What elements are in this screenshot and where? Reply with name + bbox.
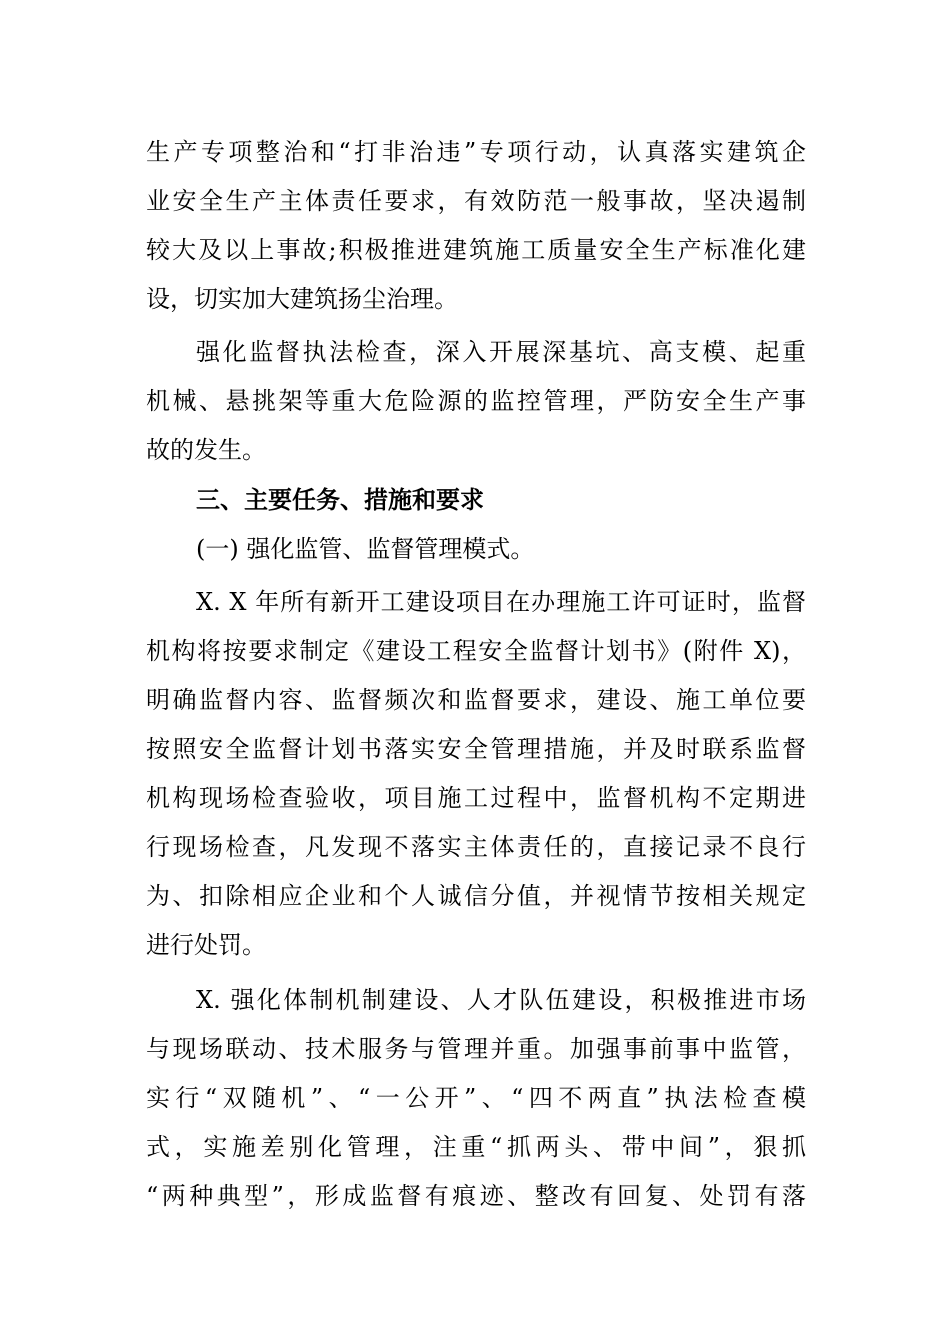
- text-line: X. 强化体制机制建设、人才队伍建设，积极推进市场: [196, 986, 806, 1014]
- heading-text: 三、主要任务、措施和要求: [196, 486, 484, 514]
- text-line: 进行处罚。: [146, 931, 266, 959]
- text-line: 明确监督内容、监督频次和监督要求，建设、施工单位要: [146, 686, 806, 714]
- text-line: 与现场联动、技术服务与管理并重。加强事前事中监管，: [146, 1035, 806, 1063]
- text-line: 为、扣除相应企业和个人诚信分值，并视情节按相关规定: [146, 882, 806, 910]
- text-line: 机构现场检查验收，项目施工过程中，监督机构不定期进: [146, 784, 806, 812]
- text-line: 机械、悬挑架等重大危险源的监控管理，严防安全生产事: [146, 387, 806, 415]
- text-line: 机构将按要求制定《建设工程安全监督计划书》(附件 X)，: [146, 637, 806, 665]
- text-line: 式，实施差别化管理，注重“抓两头、带中间”，狠抓: [146, 1133, 806, 1161]
- text-line: 实行“双随机”、“一公开”、“四不两直”执法检查模: [146, 1084, 806, 1112]
- text-line: 设，切实加大建筑扬尘治理。: [146, 285, 458, 313]
- text-line: 按照安全监督计划书落实安全管理措施，并及时联系监督: [146, 735, 806, 763]
- text-line: 故的发生。: [146, 436, 266, 464]
- paragraph-supervision-plan: [146, 578, 806, 970]
- paragraph-safety-campaign: [146, 128, 806, 324]
- text-line: 强化监督执法检查，深入开展深基坑、高支模、起重: [196, 338, 806, 366]
- subheading-text: (一) 强化监管、监督管理模式。: [196, 535, 535, 563]
- text-line: X. X 年所有新开工建设项目在办理施工许可证时，监督: [196, 588, 806, 616]
- text-line: 业安全生产主体责任要求，有效防范一般事故，坚决遏制: [146, 187, 806, 215]
- text-line: “两种典型”，形成监督有痕迹、整改有回复、处罚有落: [146, 1182, 806, 1210]
- text-line: 生产专项整治和“打非治违”专项行动，认真落实建筑企: [146, 138, 806, 166]
- paragraph-mechanism: [146, 976, 806, 1221]
- paragraph-enforcement: [146, 328, 806, 475]
- section-heading: [146, 476, 806, 525]
- text-line: 行现场检查，凡发现不落实主体责任的，直接记录不良行: [146, 833, 806, 861]
- subsection-heading: [146, 525, 806, 574]
- text-line: 较大及以上事故;积极推进建筑施工质量安全生产标准化建: [146, 236, 806, 264]
